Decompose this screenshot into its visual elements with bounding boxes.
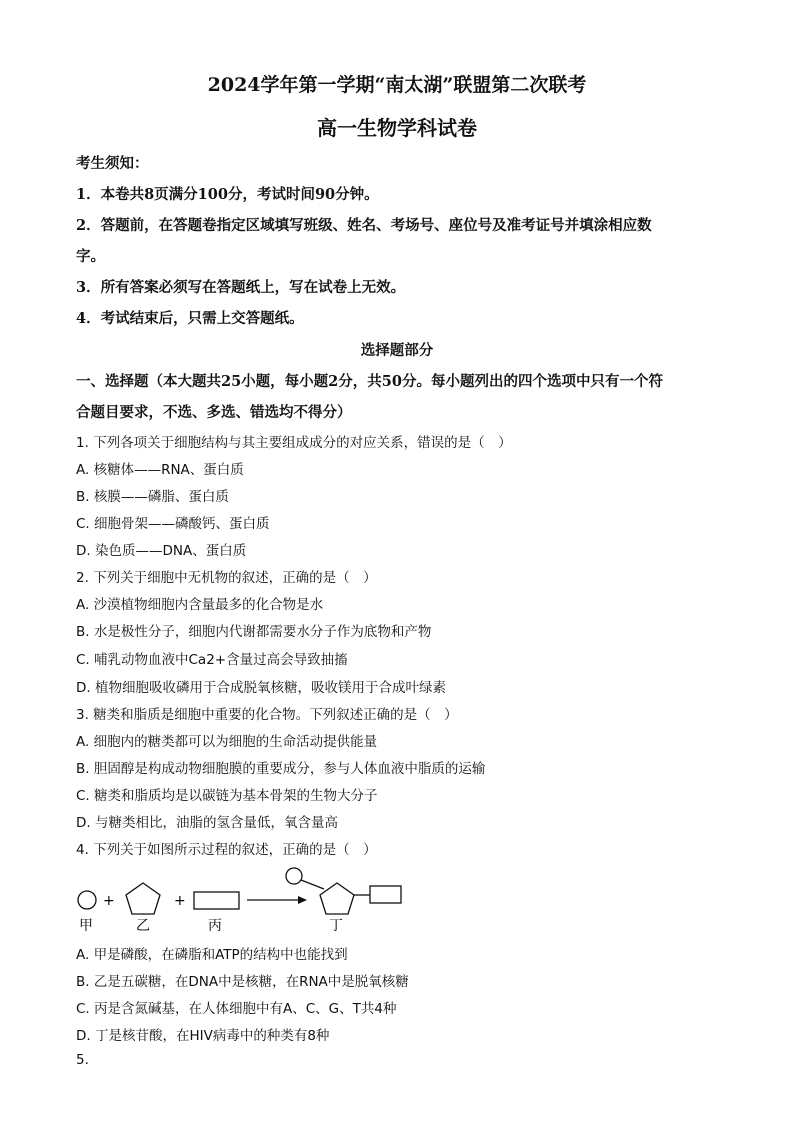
option-a: A. 细胞内的糖类都可以为细胞的生命活动提供能量 bbox=[76, 734, 378, 750]
phosphate-circle bbox=[78, 891, 96, 909]
question-stem: 3. 糖类和脂质是细胞中重要的化合物。下列叙述正确的是（ ） bbox=[76, 707, 458, 723]
next-question-number: 5. bbox=[76, 1052, 89, 1068]
option-c: C. 哺乳动物血液中Ca2+含量过高会导致抽搐 bbox=[76, 652, 348, 668]
section-instructions-cont: 合题目要求，不选、多选、错选均不得分） bbox=[76, 404, 352, 421]
section-title: 选择题部分 bbox=[360, 342, 434, 359]
notice-item: 4．考试结束后，只需上交答题纸。 bbox=[76, 310, 304, 327]
notice-item: 1．本卷共8页满分100分，考试时间90分钟。 bbox=[76, 186, 379, 203]
question-stem: 1. 下列各项关于细胞结构与其主要组成成分的对应关系，错误的是（ ） bbox=[76, 435, 512, 451]
option-b: B. 胆固醇是构成动物细胞膜的重要成分，参与人体血液中脂质的运输 bbox=[76, 761, 486, 777]
figure-label-yi: 乙 bbox=[136, 918, 150, 934]
option-b: B. 乙是五碳糖，在DNA中是核糖，在RNA中是脱氧核糖 bbox=[76, 974, 409, 990]
plus-sign: + bbox=[174, 893, 186, 909]
option-b: B. 水是极性分子，细胞内代谢都需要水分子作为底物和产物 bbox=[76, 624, 432, 640]
plus-sign: + bbox=[103, 893, 115, 909]
option-d: D. 植物细胞吸收磷用于合成脱氧核糖，吸收镁用于合成叶绿素 bbox=[76, 680, 446, 696]
exam-title: 2024学年第一学期“南太湖”联盟第二次联考 bbox=[207, 74, 587, 96]
arrow-head-icon bbox=[298, 896, 307, 904]
option-d: D. 与糖类相比，油脂的氢含量低，氧含量高 bbox=[76, 815, 338, 831]
subject-title: 高一生物学科试卷 bbox=[317, 116, 477, 140]
base-rectangle bbox=[194, 892, 239, 909]
nucleotide-pentagon bbox=[320, 883, 354, 914]
option-b: B. 核膜——磷脂、蛋白质 bbox=[76, 489, 229, 505]
phosphate-bond bbox=[301, 880, 324, 889]
option-c: C. 丙是含氮碱基，在人体细胞中有A、C、G、T共4种 bbox=[76, 1001, 397, 1017]
option-d: D. 染色质——DNA、蛋白质 bbox=[76, 543, 247, 559]
notice-item: 字。 bbox=[76, 248, 105, 265]
option-c: C. 细胞骨架——磷酸钙、蛋白质 bbox=[76, 516, 270, 532]
pentose-pentagon bbox=[126, 883, 160, 914]
figure-label-jia: 甲 bbox=[79, 918, 93, 934]
nucleotide-phosphate bbox=[286, 868, 302, 884]
figure-label-bing: 丙 bbox=[208, 918, 222, 934]
nucleotide-base bbox=[370, 886, 401, 903]
question-stem: 4. 下列关于如图所示过程的叙述，正确的是（ ） bbox=[76, 842, 377, 858]
section-instructions: 一、选择题（本大题共25小题，每小题2分，共50分。每小题列出的四个选项中只有一个符 bbox=[76, 373, 663, 390]
option-a: A. 甲是磷酸，在磷脂和ATP的结构中也能找到 bbox=[76, 947, 348, 963]
nucleotide-figure bbox=[70, 862, 420, 936]
option-c: C. 糖类和脂质均是以碳链为基本骨架的生物大分子 bbox=[76, 788, 378, 804]
question-stem: 2. 下列关于细胞中无机物的叙述，正确的是（ ） bbox=[76, 570, 377, 586]
notice-heading: 考生须知： bbox=[76, 155, 149, 172]
option-a: A. 核糖体——RNA、蛋白质 bbox=[76, 462, 244, 478]
figure-label-ding: 丁 bbox=[329, 918, 343, 934]
option-d: D. 丁是核苷酸，在HIV病毒中的种类有8种 bbox=[76, 1028, 330, 1044]
notice-item: 3．所有答案必须写在答题纸上，写在试卷上无效。 bbox=[76, 279, 406, 296]
option-a: A. 沙漠植物细胞内含量最多的化合物是水 bbox=[76, 597, 324, 613]
notice-item: 2．答题前，在答题卷指定区域填写班级、姓名、考场号、座位号及准考证号并填涂相应数 bbox=[76, 217, 652, 234]
